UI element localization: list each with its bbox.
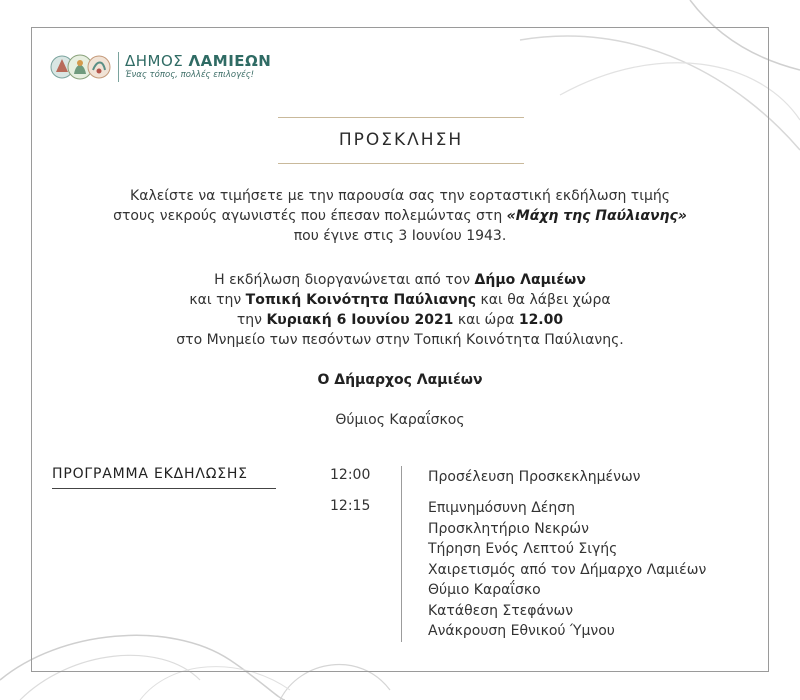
- program-time: 12:00: [330, 467, 371, 483]
- event-time: 12.00: [518, 312, 564, 328]
- details-line-3-mid: και ώρα: [453, 312, 519, 328]
- program-items: [428, 467, 641, 488]
- community-name: Τοπική Κοινότητα Παύλιανης: [245, 292, 477, 308]
- details-line-4: στο Μνημείο των πεσόντων στην Τοπική Κοινότητα Παύλιανης.: [176, 332, 624, 348]
- details-line-2-post: και θα λάβει χώρα: [476, 292, 611, 308]
- program-item: Προσέλευση Προσκεκλημένων: [428, 469, 641, 485]
- organizer-name: Δήμο Λαμιέων: [474, 272, 586, 288]
- program-item: Θύμιο Καραΐσκο: [428, 582, 541, 598]
- municipality-name-prefix: ΔΗΜΟΣ: [125, 52, 189, 70]
- program-items: [428, 498, 706, 642]
- program-divider: [401, 466, 402, 642]
- program-item: Ανάκρουση Εθνικού Ύμνου: [428, 623, 615, 639]
- program-item: Προσκλητήριο Νεκρών: [428, 520, 589, 537]
- details-line-3-pre: την: [236, 312, 267, 328]
- intro-line-1: Καλείστε να τιμήσετε με την παρουσία σας την εορταστική εκδήλωση τιμής: [130, 188, 670, 204]
- intro-line-2-text: στους νεκρούς αγωνιστές που έπεσαν πολεμώντας στη: [113, 208, 507, 224]
- municipality-tagline: Ένας τόπος, πολλές επιλογές!: [125, 70, 255, 80]
- page-title: ΠΡΟΣΚΛΗΣΗ: [338, 130, 464, 150]
- details-paragraph: [0, 270, 800, 350]
- details-line-1-text: Η εκδήλωση διοργανώνεται από τον: [214, 272, 475, 288]
- details-line-3: [0, 310, 800, 330]
- mayor-title: Ο Δήμαρχος Λαμιέων: [317, 372, 483, 388]
- program-item: Τήρηση Ενός Λεπτού Σιγής: [428, 541, 618, 557]
- program-item: Κατάθεση Στεφάνων: [428, 602, 574, 619]
- program-heading: ΠΡΟΓΡΑΜΜΑ ΕΚΔΗΛΩΣΗΣ: [52, 466, 248, 482]
- battle-name: «Μάχη της Παύλιανης»: [506, 208, 687, 224]
- details-line-1: [0, 270, 800, 290]
- details-line-2: [0, 290, 800, 310]
- program-item: Χαιρετισμός από τον Δήμαρχο Λαμιέων: [428, 561, 707, 578]
- logo-divider: [118, 52, 119, 82]
- intro-paragraph: [0, 186, 800, 246]
- intro-line-2: [0, 206, 800, 226]
- title-block: [278, 117, 524, 164]
- municipality-logo: [50, 50, 271, 84]
- logo-text: [125, 53, 271, 81]
- details-line-2-pre: και την: [189, 292, 246, 308]
- municipality-name-bold: ΛΑΜΙΕΩΝ: [188, 52, 272, 70]
- mayor-name: Θύμιος Καραΐσκος: [335, 412, 465, 428]
- intro-line-3: που έγινε στις 3 Ιουνίου 1943.: [293, 228, 507, 244]
- program-heading-underline: [52, 488, 276, 489]
- municipality-emblem-icon: [50, 50, 112, 84]
- municipality-name: [125, 53, 271, 70]
- program-item: Επιμνημόσυνη Δέηση: [428, 500, 575, 516]
- program-time: 12:15: [330, 498, 371, 514]
- title-bottom-rule: [278, 163, 524, 164]
- event-date: Κυριακή 6 Ιουνίου 2021: [266, 312, 454, 328]
